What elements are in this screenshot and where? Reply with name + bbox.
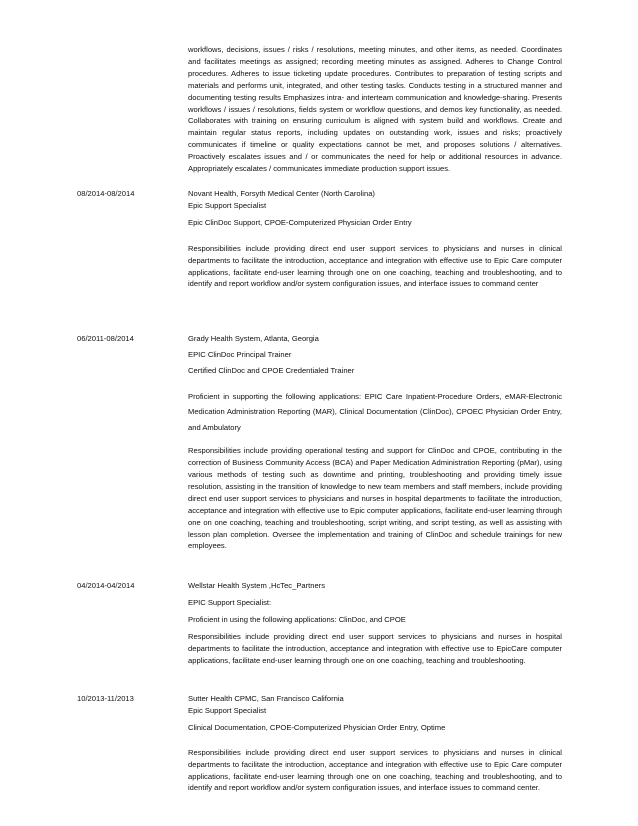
- job-title: Epic Support Specialist: [188, 705, 267, 715]
- job-title: EPIC Support Specialist:: [188, 597, 272, 607]
- job-dates: 08/2014-08/2014: [77, 189, 135, 198]
- employer-name: Grady Health System, Atlanta, Georgia: [188, 334, 319, 343]
- job-entry: [188, 188, 562, 290]
- job-entry: [188, 693, 562, 794]
- job-subtitle: Proficient in using the following applications: ClinDoc, and CPOE: [188, 614, 406, 624]
- job-entry: [188, 580, 562, 666]
- job-subtitle: Clinical Documentation, CPOE-Computerized Physician Order Entry, Optime: [188, 722, 446, 732]
- employer-name: Sutter Health CPMC, San Francisco California: [188, 694, 344, 703]
- job-responsibilities: Responsibilities include providing operational testing and support for ClinDoc and CPOE, contributing in the correction of Business Community Access (BCA) and Paper Medication Administration Reporting (pMar), using various methods of testing such as downtime and printing, troubleshooting and providing timely issue resolution, assisting in the transition of knowledge to new team members and staff members, include providing direct end user support services to physicians and nurses in hospital departments to facilitate the introduction, acceptance and integration with effective use to Epic computer applications, facilitate end-user learning through one on one coaching, teaching and troubleshooting, script writing, and script testing, as well as assisting with lesson plan completion. Oversee the implementation and training of ClinDoc and schedule trainings for new employees.: [188, 446, 562, 551]
- intro-text: workflows, decisions, issues / risks / resolutions, meeting minutes, and other items, as needed. Coordinates and facilitates meetings as assigned; recording meeting minutes as assigned. Adheres to Change Control procedures. Adheres to issue ticketing update procedures. Contributes to preparation of testing scripts and materials and performs unit, integrated, and other testing tasks. Conducts testing in a structured manner and documenting testing results Emphasizes intra- and interteam communication and knowledge-sharing. Presents workflows / issues / resolutions, fields system or workflow questions, and demos key functionality, as needed. Collaborates with training on ensuring curriculum is aligned with system build and workflows. Create and maintain regular status reports, including updates on outstanding work, issues and risks; proactively communicates if timeline or quality expectations cannot be met, and proposes solutions / alternatives. Proactively escalates issues and / or communicates the need for help or additional resources in advance. Appropriately escalates / communicates immediate production support issues.: [188, 45, 562, 174]
- job-dates: 06/2011-08/2014: [77, 334, 134, 343]
- job-dates: 10/2013-11/2013: [77, 694, 134, 703]
- employer-name: Wellstar Health System ,HcTec_Partners: [188, 581, 326, 590]
- employer-name: Novant Health, Forsyth Medical Center (North Carolina): [188, 189, 375, 198]
- job-title: Epic Support Specialist: [188, 200, 267, 210]
- job-entry: [188, 333, 562, 552]
- job-title: EPIC ClinDoc Principal Trainer: [188, 349, 292, 359]
- job-responsibilities: Responsibilities include providing direct end user support services to physicians and nurses in hospital departments to facilitate the introduction, acceptance and integration with effective use to EpicCare computer applications, facilitate end-user learning through one on one coaching, teaching and troubleshooting.: [188, 631, 562, 665]
- job-subtitle: Epic ClinDoc Support, CPOE-Computerized Physician Order Entry: [188, 217, 412, 227]
- intro-paragraph: [188, 44, 562, 175]
- job-subtitle: Certified ClinDoc and CPOE Credentialed Trainer: [188, 365, 355, 375]
- job-dates: 04/2014-04/2014: [77, 581, 135, 590]
- job-proficiency: Proficient in supporting the following applications: EPIC Care Inpatient-Procedure Orders, eMAR-Electronic Medication Administration Reporting (MAR), Clinical Documentation (ClinDoc), CPOEC Physician Order Entry, and Ambulatory: [188, 391, 562, 432]
- job-responsibilities: Responsibilities include providing direct end user support services to physicians and nurses in clinical departments to facilitate the introduction, acceptance and integration with effective use to Epic Care computer applications, facilitate end-user learning through one on one coaching, teaching and troubleshooting, and to identify and report workflow and/or system configuration issues, and interface issues to command center.: [188, 747, 562, 793]
- job-responsibilities: Responsibilities include providing direct end user support services to physicians and nurses in clinical departments to facilitate the introduction, acceptance and integration with effective use to Epic Care computer applications, facilitate end-user learning through one on one coaching, teaching and troubleshooting, and to identify and report workflow and/or system configuration issues, and interface issues to command center: [188, 243, 562, 289]
